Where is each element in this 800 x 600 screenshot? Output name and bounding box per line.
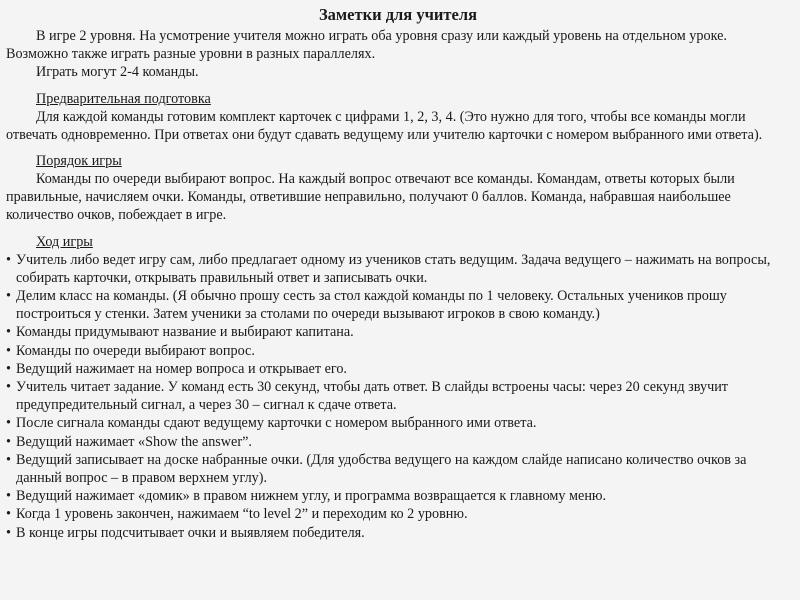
list-item-text: Команды по очереди выбирают вопрос. [16,342,255,359]
bullet-icon: • [6,451,11,468]
list-item [6,323,790,341]
list-item-text: Учитель либо ведет игру сам, либо предлагает одному из учеников стать ведущим. Задача ведущего – нажимать на вопросы, собирать карточки, открывать правильный ответ и записывать очки. [16,251,771,286]
list-item [6,414,790,432]
list-item-text: Ведущий нажимает «Show the answer”. [16,433,252,450]
bullet-icon: • [6,288,11,305]
list-item [6,524,790,542]
intro-paragraph-1: В игре 2 уровня. На усмотрение учителя можно играть оба уровня сразу или каждый уровень на отдельном уроке. Возможно также играть разные уровни в разных параллелях. [6,28,727,63]
bullet-icon: • [6,324,11,341]
list-item-text: После сигнала команды сдают ведущему карточки с номером выбранного ими ответа. [16,415,537,432]
list-item-text: В конце игры подсчитывает очки и выявляем победителя. [16,524,365,541]
bullet-icon: • [6,524,11,541]
list-item [6,487,790,505]
section-heading-game-order: Порядок игры [36,153,122,170]
list-item [6,505,790,523]
section-heading-game-flow: Ход игры [36,233,93,250]
page-title: Заметки для учителя [318,5,478,24]
preparation-paragraph: Для каждой команды готовим комплект карточек с цифрами 1, 2, 3, 4. (Это нужно для того, чтобы все команды могли отвечать одновременно. При ответах они будут сдавать ведущему или учителю карточки с номером выбранного ими ответа). [6,108,763,143]
section-heading-preparation: Предварительная подготовка [36,90,211,107]
list-item [6,251,790,287]
list-item-text: Ведущий нажимает «домик» в правом нижнем углу, и программа возвращается к главному меню. [16,488,607,505]
list-item-text: Когда 1 уровень закончен, нажимаем “to level 2” и переходим ко 2 уровню. [16,506,468,523]
list-item-text: Ведущий записывает на доске набранные очки. (Для удобства ведущего на каждом слайде написано количество очков за данный вопрос – в правом верхнем углу). [16,451,747,487]
list-item-text: Делим класс на команды. (Я обычно прошу сесть за стол каждой команды по 1 человеку. Остальных учеников прошу построиться у стенки. Затем ученики за столами по очереди вызывают игроков в свою команду.) [16,288,727,323]
bullet-icon: • [6,433,11,450]
list-item-text: Учитель читает задание. У команд есть 30 секунд, чтобы дать ответ. В слайды встроены часы: через 20 секунд звучит предупредительный сигнал, а через 30 – сигнал к сдаче ответа. [16,379,729,414]
bullet-icon: • [6,379,11,396]
list-item [6,451,790,487]
bullet-icon: • [6,415,11,432]
list-item [6,433,790,451]
list-item [6,360,790,378]
list-item [6,342,790,360]
game-flow-list [6,251,790,542]
bullet-icon: • [6,360,11,377]
list-item [6,378,790,414]
bullet-icon: • [6,342,11,359]
game-order-paragraph: Команды по очереди выбирают вопрос. На каждый вопрос отвечают все команды. Командам, ответы которых были правильные, начисляем очки. Команды, ответившие неправильно, получают 0 баллов. Команда, набравшая наибольшее количество очков, побеждает в игре. [6,171,735,224]
bullet-icon: • [6,251,11,268]
list-item-text: Ведущий нажимает на номер вопроса и открывает его. [16,360,347,377]
list-item-text: Команды придумывают название и выбирают капитана. [16,324,354,341]
intro-paragraph-2: Играть могут 2-4 команды. [36,64,199,81]
list-item [6,287,790,323]
bullet-icon: • [6,506,11,523]
bullet-icon: • [6,488,11,505]
